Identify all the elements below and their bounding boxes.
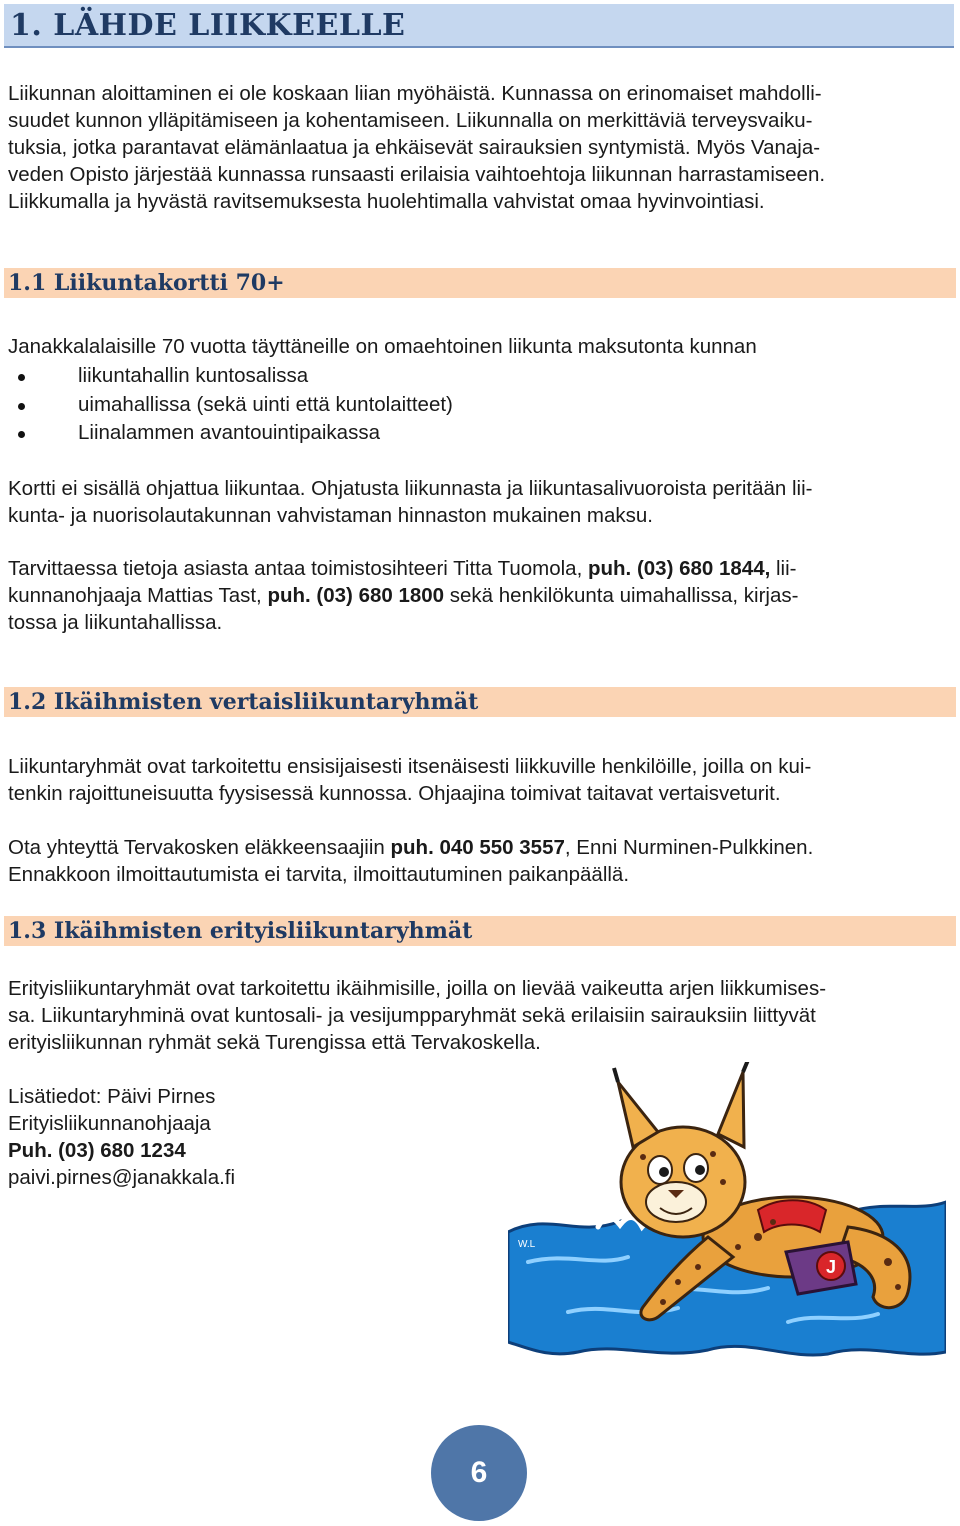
list-item xyxy=(18,419,918,448)
paragraph-line: Ennakkoon ilmoittautumista ei tarvita, ilmoittautuminen paikanpäällä. xyxy=(8,863,630,886)
bullet-icon xyxy=(18,403,25,410)
paragraph-line: Kortti ei sisällä ohjattua liikuntaa. Ohjatusta liikunnasta ja liikuntasalivuoroista peritään lii- xyxy=(8,477,813,500)
section-heading-erityisliikunta: 1.3 Ikäihmisten erityisliikuntaryhmät xyxy=(4,916,956,946)
page-heading: 1. LÄHDE LIIKKEELLE xyxy=(4,4,954,48)
swimming-lynx-illustration xyxy=(508,1062,946,1360)
section1-bullet-list xyxy=(18,362,918,448)
section1-paragraph xyxy=(8,475,950,529)
section1-lead: Janakkalalaisille 70 vuotta täyttäneille on omaehtoinen liikunta maksutonta kunnan xyxy=(8,335,757,358)
contact-email: paivi.pirnes@janakkala.fi xyxy=(8,1166,236,1189)
section1-contact xyxy=(8,555,950,636)
paragraph-line: Ota yhteyttä Tervakosken eläkkeensaajiin puh. 040 550 3557, Enni Nurminen-Pulkkinen. xyxy=(8,836,814,859)
section3-paragraph xyxy=(8,975,950,1056)
intro-line: suudet kunnon ylläpitämiseen ja kohentamiseen. Liikunnalla on merkittäviä terveysvaiku- xyxy=(8,109,813,132)
list-item-text: uimahallissa (sekä uinti että kuntolaitteet) xyxy=(78,392,453,416)
intro-line: Liikkumalla ja hyvästä ravitsemuksesta huolehtimalla vahvistat omaa hyvinvointiasi. xyxy=(8,190,765,213)
paragraph-line: kunta- ja nuorisolautakunnan vahvistaman hinnaston mukainen maksu. xyxy=(8,504,653,527)
section2-paragraph xyxy=(8,753,950,807)
intro-line: Liikunnan aloittaminen ei ole koskaan liian myöhäistä. Kunnassa on erinomaiset mahdolli- xyxy=(8,82,822,105)
contact-phone: Puh. (03) 680 1234 xyxy=(8,1139,186,1162)
bullet-icon xyxy=(18,374,25,381)
paragraph-line: erityisliikunnan ryhmät sekä Turengissa että Tervakoskella. xyxy=(8,1031,541,1054)
contact-name: Lisätiedot: Päivi Pirnes xyxy=(8,1085,216,1108)
list-item xyxy=(18,391,918,420)
bullet-icon xyxy=(18,431,25,438)
section2-contact xyxy=(8,834,950,888)
section-heading-vertaisliikunta: 1.2 Ikäihmisten vertaisliikuntaryhmät xyxy=(4,687,956,717)
intro-line: tuksia, jotka parantavat elämänlaatua ja ehkäisevät sairauksien syntymistä. Myös Vanaja- xyxy=(8,136,821,159)
artist-signature: W.L xyxy=(518,1239,536,1250)
paragraph-line: Erityisliikuntaryhmät ovat tarkoitettu ikäihmisille, joilla on lievää vaikeutta arjen liikkumises- xyxy=(8,977,827,1000)
badge-letter: J xyxy=(825,1257,837,1277)
paragraph-line: kunnanohjaaja Mattias Tast, puh. (03) 680 1800 sekä henkilökunta uimahallissa, kirjas- xyxy=(8,584,799,607)
paragraph-line: Tarvittaessa tietoja asiasta antaa toimistosihteeri Titta Tuomola, puh. (03) 680 1844, lii- xyxy=(8,557,797,580)
section-heading-liikuntakortti: 1.1 Liikuntakortti 70+ xyxy=(4,268,956,298)
paragraph-line: tossa ja liikuntahallissa. xyxy=(8,611,223,634)
intro-line: veden Opisto järjestää kunnassa runsaasti erilaisia vaihtoehtoja liikunnan harrastamiseen. xyxy=(8,163,826,186)
page-number-badge: 6 xyxy=(431,1425,527,1521)
paragraph-line: tenkin rajoittuneisuutta fyysisessä kunnossa. Ohjaajina toimivat taitavat vertaisveturit. xyxy=(8,782,781,805)
contact-title: Erityisliikunnanohjaaja xyxy=(8,1112,211,1135)
paragraph-line: sa. Liikuntaryhminä ovat kuntosali- ja vesijumpparyhmät sekä erilaisiin sairauksiin liittyvät xyxy=(8,1004,816,1027)
list-item xyxy=(18,362,918,391)
paragraph-line: Liikuntaryhmät ovat tarkoitettu ensisijaisesti itsenäisesti liikkuville henkilöille, joilla on kui- xyxy=(8,755,812,778)
intro-paragraph xyxy=(8,80,950,215)
list-item-text: Liinalammen avantouintipaikassa xyxy=(78,421,380,444)
list-item-text: liikuntahallin kuntosalissa xyxy=(78,364,309,387)
